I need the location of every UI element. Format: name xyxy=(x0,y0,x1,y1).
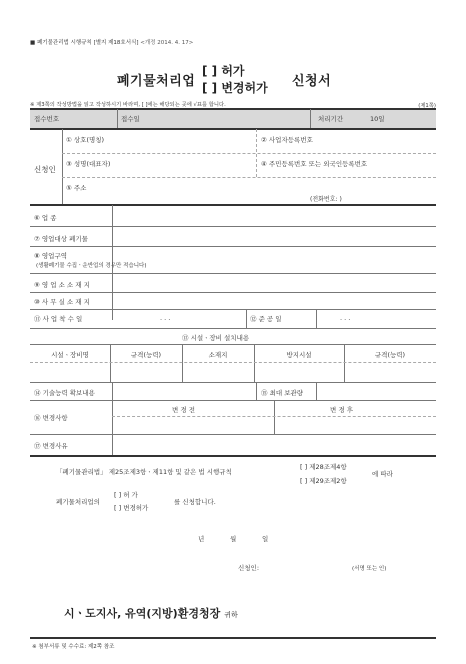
row-divider xyxy=(30,226,436,227)
apply-option-permit[interactable]: [ ] 허 가 xyxy=(114,491,138,499)
statement-line1-suffix: 에 따라 xyxy=(372,470,393,478)
date-year[interactable]: 년 xyxy=(198,535,205,543)
receipt-number-label: 접수번호 xyxy=(34,115,60,123)
legal-reference xyxy=(30,38,193,46)
divider xyxy=(112,382,113,400)
divider xyxy=(62,129,63,204)
statement-line2-suffix: 를 신청합니다. xyxy=(174,498,216,506)
date-month[interactable]: 월 xyxy=(230,535,237,543)
section-border xyxy=(30,204,436,206)
row-divider xyxy=(30,434,436,435)
business-area-note: (생활폐기물 수집ㆍ운반업의 경우만 적습니다) xyxy=(36,263,147,269)
business-name-field[interactable]: ① 상호(명칭) xyxy=(66,136,105,144)
change-reason-label: ⑰ 변경사유 xyxy=(34,442,68,450)
divider xyxy=(274,400,275,434)
applicant-section-label: 신청인 xyxy=(34,165,56,174)
start-date-field[interactable]: . . . xyxy=(160,314,171,322)
office-location-label: ⑨ 영 업 소 소 재 지 xyxy=(34,281,90,289)
row-divider xyxy=(30,328,436,329)
max-storage-label: ⑮ 최대 보관량 xyxy=(261,389,304,397)
before-change-header: 변 경 전 xyxy=(172,406,195,414)
row-divider xyxy=(30,273,436,274)
title-option-change[interactable]: [ ] 변경허가 xyxy=(202,81,268,95)
statement-line1: 「폐기물관리법」 제25조제3항ㆍ제11항 및 같은 법 시행규칙 xyxy=(56,468,232,476)
divider xyxy=(112,400,113,455)
divider xyxy=(256,382,257,400)
legal-ref-text: ■ 폐기물관리법 시행규칙 [별지 제18호서식] xyxy=(30,40,139,46)
signature-note: (서명 또는 인) xyxy=(352,566,387,572)
completion-date-field[interactable]: . . . xyxy=(340,314,351,322)
resident-no-field[interactable]: ④ 주민등록번호 또는 외국인등록번호 xyxy=(261,160,368,168)
apply-option-change[interactable]: [ ] 변경허가 xyxy=(114,504,149,512)
row-divider xyxy=(62,153,436,154)
row-divider xyxy=(30,382,436,383)
row-divider xyxy=(30,309,436,310)
facility-col-name: 시설ㆍ장비명 xyxy=(51,351,89,359)
form-title-suffix: 신청서 xyxy=(292,74,332,89)
row-divider xyxy=(112,416,436,417)
facilities-header: ⑬ 시설ㆍ장비 설치내용 xyxy=(182,334,250,342)
facility-col-location: 소재지 xyxy=(208,351,228,359)
technician-label: ⑭ 기술능력 확보내용 xyxy=(34,389,95,397)
row-divider xyxy=(30,362,436,363)
table-top-border xyxy=(30,108,436,110)
changes-label: ⑯ 변경사항 xyxy=(34,414,68,422)
sheet-number: (제1쪽) xyxy=(418,103,436,109)
applicant-signature-label: 신청인: xyxy=(238,564,260,572)
after-change-header: 변 경 후 xyxy=(330,406,353,414)
address-field[interactable]: ⑤ 주소 xyxy=(66,184,87,192)
instructions: ※ 제3쪽의 작성방법을 읽고 작성하시기 바라며, [ ]에는 해당되는 곳에 √표를 합니다. xyxy=(30,102,226,108)
admin-office-label: ⑩ 사 무 실 소 재 지 xyxy=(34,298,90,306)
row-divider xyxy=(62,177,436,178)
row-divider xyxy=(30,246,436,247)
divider xyxy=(117,109,118,128)
divider xyxy=(316,382,317,400)
target-waste-label: ⑦ 영업대상 폐기물 xyxy=(34,235,88,243)
receipt-date-label: 접수일 xyxy=(121,115,140,123)
representative-name-field[interactable]: ③ 성명(대표자) xyxy=(66,160,111,168)
footer-border xyxy=(30,637,436,639)
biz-reg-no-field[interactable]: ② 사업자등록번호 xyxy=(261,136,313,144)
completion-date-label: ⑫ 준 공 일 xyxy=(250,315,282,323)
revision-note: <개정 2014. 4. 17> xyxy=(140,40,194,46)
recipient xyxy=(64,605,238,621)
table-bottom-border xyxy=(30,455,436,457)
statement-line2: 폐기물처리업의 xyxy=(56,498,100,506)
title-option-permit[interactable]: [ ] 허가 xyxy=(202,64,245,78)
start-date-label: ⑪ 사 업 착 수 일 xyxy=(34,315,83,323)
row-divider xyxy=(30,400,436,401)
footer-note: ※ 첨부서류 및 수수료: 제2쪽 참조 xyxy=(32,644,115,650)
divider xyxy=(310,109,311,128)
processing-period-value: 10일 xyxy=(370,115,385,123)
date-day[interactable]: 일 xyxy=(262,535,269,543)
row-divider xyxy=(30,292,436,293)
business-area-label: ⑧ 영업구역 xyxy=(34,252,68,260)
divider xyxy=(246,309,247,328)
rule-option-2[interactable]: [ ] 제29조제2항 xyxy=(300,477,347,485)
recipient-title: 시ㆍ도지사, 유역(지방)환경청장 xyxy=(64,607,221,620)
form-title: 폐기물처리업 xyxy=(117,74,196,89)
facility-col-prevention: 방지시설 xyxy=(286,351,312,359)
receipt-bottom-border xyxy=(30,128,436,130)
facility-col-spec: 규격(능력) xyxy=(130,351,162,359)
row-divider xyxy=(30,344,436,345)
facility-col-spec2: 규격(능력) xyxy=(374,351,406,359)
rule-option-1[interactable]: [ ] 제28조제4항 xyxy=(300,463,347,471)
phone-field[interactable]: (전화번호: ) xyxy=(310,196,342,203)
divider xyxy=(316,309,317,328)
recipient-suffix: 귀하 xyxy=(224,611,238,619)
industry-label: ⑥ 업 종 xyxy=(34,214,57,222)
processing-period-label: 처리기간 xyxy=(318,115,344,123)
